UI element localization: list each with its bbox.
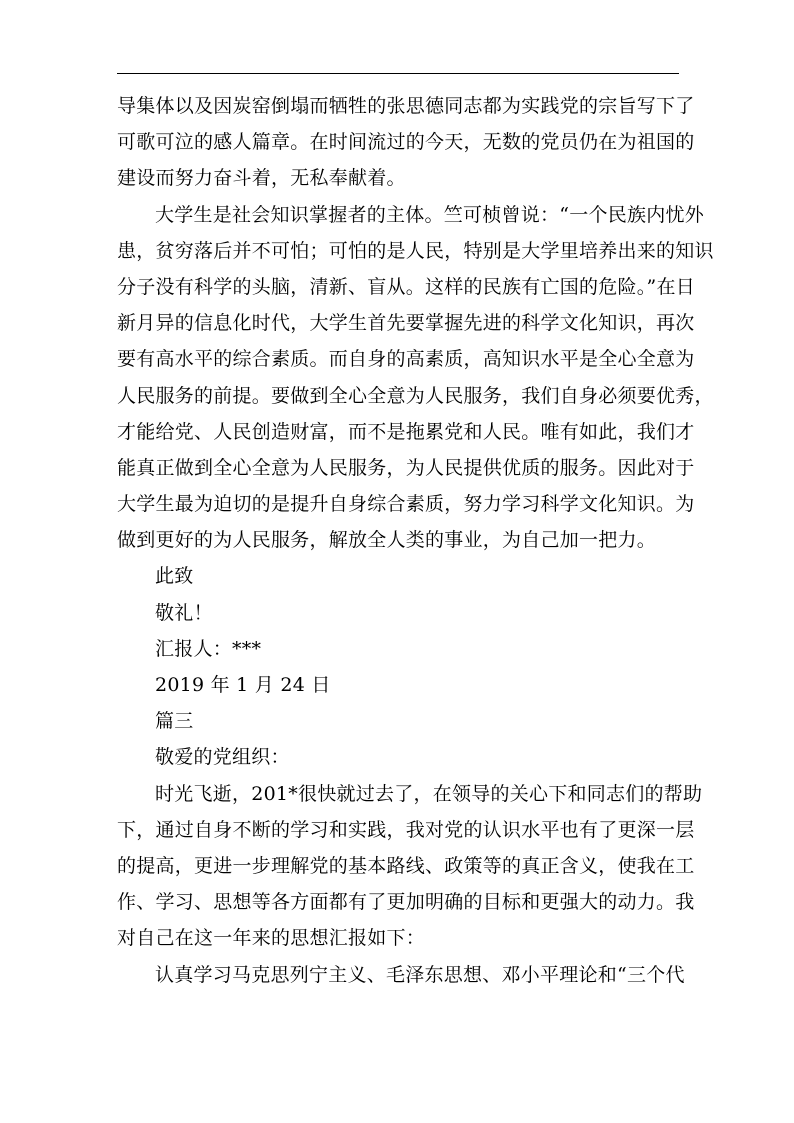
text-line: 对自己在这一年来的思想汇报如下： <box>117 927 426 950</box>
text-line: 篇三 <box>155 710 194 733</box>
text-line: 汇报人：*** <box>155 637 262 660</box>
text-line: 的提高，更进一步理解党的基本路线、政策等的真正含义，使我在工 <box>117 854 695 877</box>
header-rule <box>117 73 679 74</box>
text-line: 人民服务的前提。要做到全心全意为人民服务，我们自身必须要优秀， <box>117 384 714 407</box>
text-line: 才能给党、人民创造财富，而不是拖累党和人民。唯有如此，我们才 <box>117 420 695 443</box>
text-line: 此致 <box>155 565 194 588</box>
text-line: 下，通过自身不断的学习和实践，我对党的认识水平也有了更深一层 <box>117 818 695 841</box>
text-line: 新月异的信息化时代，大学生首先要掌握先进的科学文化知识，再次 <box>117 312 695 335</box>
text-line: 要有高水平的综合素质。而自身的高素质，高知识水平是全心全意为 <box>117 348 695 371</box>
document-body <box>117 88 714 993</box>
text-line: 作、学习、思想等各方面都有了更加明确的目标和更强大的动力。我 <box>117 891 695 914</box>
text-line: 可歌可泣的感人篇章。在时间流过的今天，无数的党员仍在为祖国的 <box>117 131 695 154</box>
text-line: 敬爱的党组织： <box>155 746 290 769</box>
text-line: 做到更好的为人民服务，解放全人类的事业，为自己加一把力。 <box>117 529 657 552</box>
text-line: 大学生是社会知识掌握者的主体。竺可桢曾说：“一个民族内忧外 <box>155 203 704 226</box>
text-line: 认真学习马克思列宁主义、毛泽东思想、邓小平理论和“三个代 <box>155 963 685 986</box>
text-line: 导集体以及因炭窑倒塌而牺牲的张思德同志都为实践党的宗旨写下了 <box>117 95 695 117</box>
text-line: 分子没有科学的头脑，清新、盲从。这样的民族有亡国的危险。”在日 <box>117 275 695 298</box>
text-line: 大学生最为迫切的是提升自身综合素质，努力学习科学文化知识。为 <box>117 493 695 516</box>
text-line: 时光飞逝，201*很快就过去了，在领导的关心下和同志们的帮助 <box>155 782 703 805</box>
text-line: 患，贫穷落后并不可怕；可怕的是人民，特别是大学里培养出来的知识 <box>117 239 714 262</box>
text-line: 能真正做到全心全意为人民服务，为人民提供优质的服务。因此对于 <box>117 456 695 479</box>
text-line: 2019 年 1 月 24 日 <box>155 674 331 696</box>
text-line: 建设而努力奋斗着，无私奉献着。 <box>117 167 406 190</box>
text-line: 敬礼！ <box>155 601 213 624</box>
